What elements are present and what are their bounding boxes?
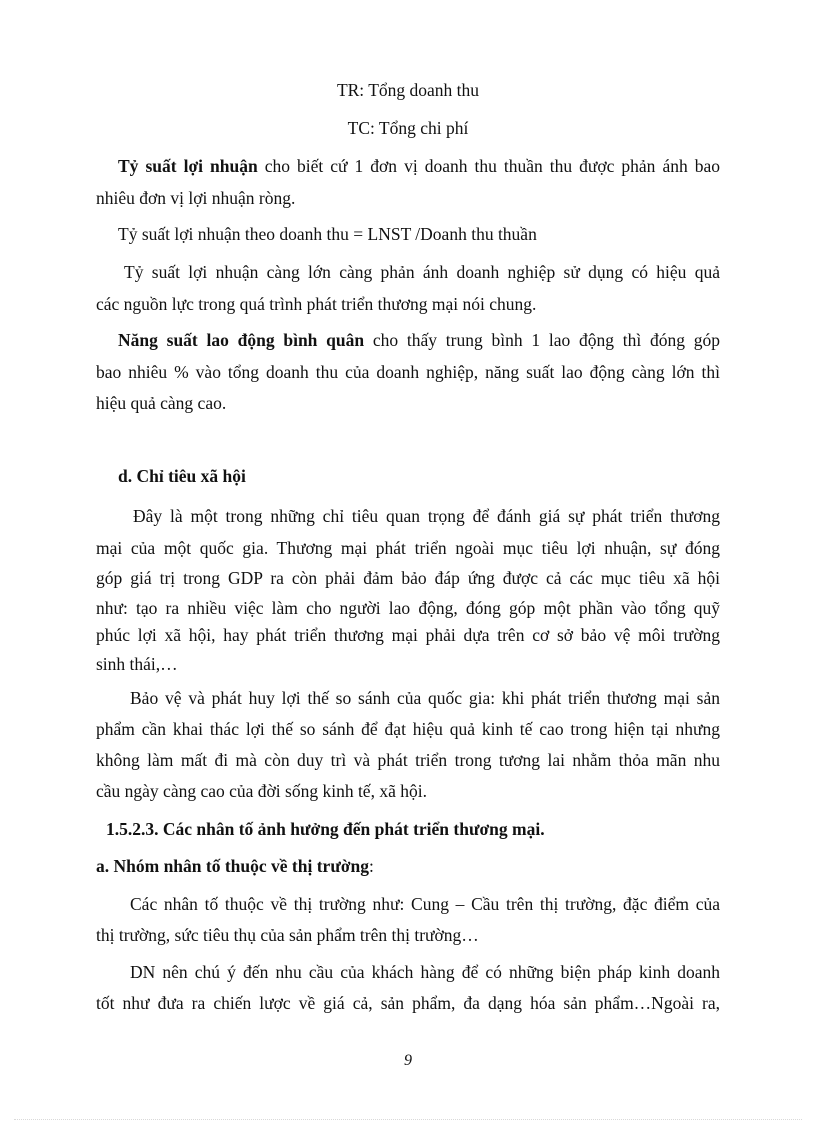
page-number: 9	[404, 1052, 412, 1069]
profit-margin-formula: Tỷ suất lợi nhuận theo doanh thu = LNST /Doanh thu thuần	[118, 224, 537, 244]
productivity-definition-text: cho thấy trung bình 1 lao động thì đóng góp	[364, 330, 720, 350]
market-factors-line-1: Các nhân tố thuộc về thị trường như: Cung – Cầu trên thị trường, đặc điểm của	[130, 894, 720, 914]
section-heading-social: d. Chỉ tiêu xã hội	[118, 466, 246, 486]
section-heading-factors: 1.5.2.3. Các nhân tố ảnh hưởng đến phát triển thương mại.	[106, 819, 545, 839]
social-paragraph-2-line-3: không làm mất đi mà còn duy trì và phát triển trong tương lai nhằm thỏa mãn nhu	[96, 750, 720, 770]
business-advice-line-1: DN nên chú ý đến nhu cầu của khách hàng để có những biện pháp kinh doanh	[130, 962, 720, 982]
business-advice-line-2: tốt như đưa ra chiến lược về giá cả, sản phẩm, đa dạng hóa sản phẩm…Ngoài ra,	[96, 993, 720, 1013]
social-paragraph-1-line-6: sinh thái,…	[96, 654, 178, 674]
social-paragraph-2-line-1: Bảo vệ và phát huy lợi thế so sánh của quốc gia: khi phát triển thương mại sản	[130, 688, 720, 708]
profit-margin-term: Tỷ suất lợi nhuận	[118, 156, 258, 176]
social-paragraph-1-line-2: mại của một quốc gia. Thương mại phát triển ngoài mục tiêu lợi nhuận, sự đóng	[96, 538, 720, 558]
profit-margin-definition-line-1	[96, 154, 720, 178]
profit-margin-note-line-1: Tỷ suất lợi nhuận càng lớn càng phản ánh doanh nghiệp sử dụng có hiệu quả	[124, 262, 720, 282]
market-factors-line-2: thị trường, sức tiêu thụ của sản phẩm trên thị trường…	[96, 925, 479, 945]
profit-margin-note-line-2: các nguồn lực trong quá trình phát triển thương mại nói chung.	[96, 294, 537, 314]
formula-tr: TR: Tổng doanh thu	[336, 80, 480, 100]
productivity-term: Năng suất lao động bình quân	[118, 330, 365, 350]
productivity-line-1	[118, 328, 720, 352]
profit-margin-definition-line-2: nhiêu đơn vị lợi nhuận ròng.	[96, 188, 296, 208]
profit-margin-definition-text: cho biết cứ 1 đơn vị doanh thu thuần thu được phản ánh bao	[257, 156, 721, 176]
social-paragraph-1-line-1: Đây là một trong những chỉ tiêu quan trọng để đánh giá sự phát triển thương	[133, 506, 720, 526]
productivity-line-3: hiệu quả càng cao.	[96, 393, 227, 413]
formula-tc: TC: Tổng chi phí	[347, 118, 469, 138]
subsection-heading-market-factors: a. Nhóm nhân tố thuộc về thị trường:	[96, 856, 374, 876]
social-paragraph-1-line-4: như: tạo ra nhiều việc làm cho người lao động, đóng góp một phần vào tổng quỹ	[96, 598, 720, 618]
productivity-line-2: bao nhiêu % vào tổng doanh thu của doanh nghiệp, năng suất lao động càng lớn thì	[96, 362, 720, 382]
page-bottom-divider	[14, 1119, 802, 1120]
social-paragraph-1-line-3: góp giá trị trong GDP ra còn phải đảm bảo đáp ứng được cả các mục tiêu xã hội	[96, 568, 720, 588]
social-paragraph-2-line-2: phẩm cần khai thác lợi thế so sánh để đạt hiệu quả kinh tế cao trong hiện tại nhưng	[96, 719, 720, 739]
social-paragraph-1-line-5: phúc lợi xã hội, hay phát triển thương mại phải dựa trên cơ sở bảo vệ môi trường	[96, 625, 720, 645]
social-paragraph-2-line-4: cầu ngày càng cao của đời sống kinh tế, xã hội.	[96, 781, 427, 801]
